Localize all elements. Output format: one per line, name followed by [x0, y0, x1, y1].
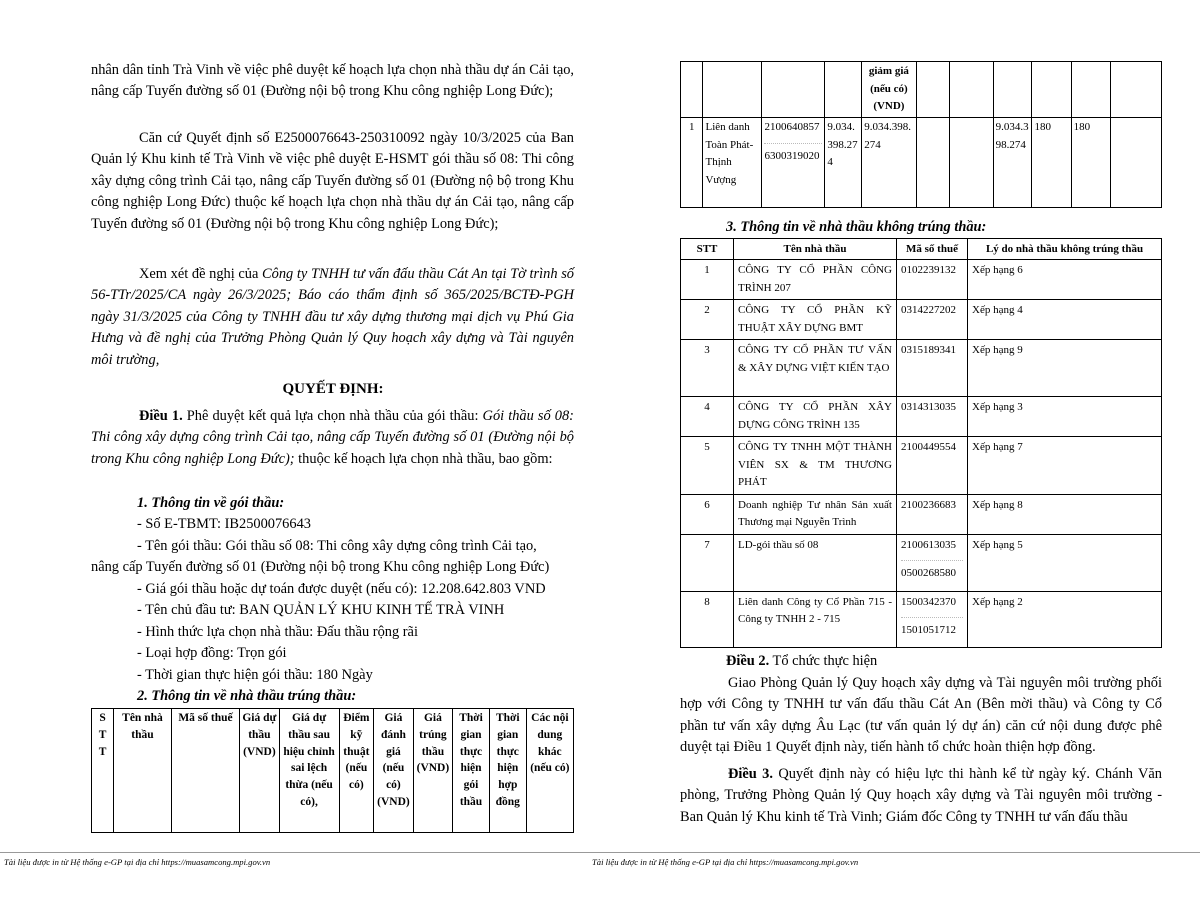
table-header-row — [681, 62, 1162, 118]
header-tax: Mã số thuế — [897, 239, 968, 260]
winner-stt: 1 — [681, 118, 703, 208]
left-page — [0, 0, 600, 850]
table-row: 3 CÔNG TY CỔ PHẦN TƯ VẤN & XÂY DỰNG VIỆT KIẾN TẠO 0315189341 Xếp hạng 9 — [681, 340, 1162, 397]
header-package-time: Thời gian thực hiện gói thầu — [453, 709, 490, 833]
header-tech-score: Điểm kỹ thuật (nếu có) — [339, 709, 374, 833]
winner-award-price: 9.034.398.274 — [993, 118, 1032, 208]
bidding-item: - Tên gói thầu: Gói thầu số 08: Thi công xây dựng công trình Cải tạo, — [137, 538, 537, 554]
winner-table-header — [91, 708, 574, 833]
table-header-row — [681, 239, 1162, 260]
footer-divider — [0, 852, 1200, 853]
header-tax: Mã số thuế — [171, 709, 239, 833]
header-bid-price: Giá dự thầu (VND) — [240, 709, 279, 833]
header-eval-price: Giá đánh giá (nếu có) (VND) — [374, 709, 413, 833]
winner-name: Liên danh Toàn Phát-Thịnh Vượng — [703, 118, 762, 208]
right-page — [600, 0, 1200, 850]
winner-contract-time: 180 — [1071, 118, 1110, 208]
footer-right: Tài liệu được in từ Hệ thống e-GP tại địa chỉ https://muasamcong.mpi.gov.vn — [592, 857, 859, 867]
winner-table-continued — [680, 61, 1162, 208]
table-row: 7 LD-gói thầu số 08 2100613035 0500268580 Xếp hạng 5 — [681, 534, 1162, 591]
section-1-title: 1. Thông tin về gói thầu: — [137, 495, 285, 511]
header-discount-cont: giảm giá (nếu có) (VND) — [862, 62, 916, 118]
bidding-item: - Giá gói thầu hoặc dự toán được duyệt (nếu có): 12.208.642.803 VND — [137, 581, 546, 597]
bidding-item: - Số E-TBMT: IB2500076643 — [137, 516, 311, 532]
table-row: 1 CÔNG TY CỔ PHẦN CÔNG TRÌNH 207 0102239132 Xếp hạng 6 — [681, 260, 1162, 300]
article-1-paragraph: Điều 1. Phê duyệt kết quả lựa chọn nhà thầu của gói thầu: Gói thầu số 08: Thi công xây dựng công trình Cải tạo, nâng cấp Tuyến đường số 01 (Đường nội bộ trong Khu công nghiệp Long Đức); thuộc kế hoạch lựa chọn nhà thầu, bao gồm: — [91, 408, 574, 467]
header-award-price: Giá trúng thầu (VND) — [413, 709, 452, 833]
winner-package-time: 180 — [1032, 118, 1071, 208]
bidding-item: - Tên chủ đầu tư: BAN QUẢN LÝ KHU KINH TẾ TRÀ VINH — [137, 602, 505, 618]
table-row: 4 CÔNG TY CỔ PHẦN XÂY DỰNG CÔNG TRÌNH 135 0314313035 Xếp hạng 3 — [681, 397, 1162, 437]
article-2-heading: Điều 2. Tổ chức thực hiện — [726, 653, 878, 669]
bidding-item: nâng cấp Tuyến đường số 01 (Đường nội bộ trong Khu công nghiệp Long Đức) — [91, 559, 550, 575]
header-other: Các nội dung khác (nếu có) — [526, 709, 573, 833]
table-row — [681, 118, 1162, 208]
bidding-item: - Hình thức lựa chọn nhà thầu: Đấu thầu rộng rãi — [137, 624, 418, 640]
bidding-item: - Loại hợp đồng: Trọn gói — [137, 645, 287, 661]
table-row: 2 CÔNG TY CỔ PHẦN KỸ THUẬT XÂY DỰNG BMT 0314227202 Xếp hạng 4 — [681, 300, 1162, 340]
table-row: 6 Doanh nghiệp Tư nhân Sản xuất Thương mại Nguyễn Trình 2100236683 Xếp hạng 8 — [681, 494, 1162, 534]
winner-adjusted-price: 9.034.398.274 — [862, 118, 916, 208]
intro-paragraph-3: Xem xét đề nghị của Công ty TNHH tư vấn đấu thầu Cát An tại Tờ trình số 56-TTr/2025/CA ngày 26/3/2025; Báo cáo thẩm định số 365/2025/BCTĐ-PGH ngày 31/3/2025 của Công ty TNHH đầu tư xây dựng thương mại dịch vụ Phú Gia Hưng và đề nghị của Trưởng Phòng Quản lý Quy hoạch xây dựng và Tài nguyên môi trường, — [91, 266, 574, 368]
header-stt: STT — [681, 239, 734, 260]
article-2-paragraph: Giao Phòng Quản lý Quy hoạch xây dựng và Tài nguyên môi trường phối hợp với Công ty TNHH tư vấn đấu thầu Cát An (Bên mời thầu) và Công ty Cổ phần tư vấn xây dựng Âu Lạc (tư vấn quản lý dự án) căn cứ nội dung được phê duyệt tại Điều 1 Quyết định này, tiến hành tổ chức hoàn thiện hợp đồng. — [680, 675, 1162, 756]
footer-left: Tài liệu được in từ Hệ thống e-GP tại địa chỉ https://muasamcong.mpi.gov.vn — [4, 857, 271, 867]
decision-heading: QUYẾT ĐỊNH: — [282, 381, 384, 397]
table-row: 5 CÔNG TY TNHH MỘT THÀNH VIÊN SX & TM THƯƠNG PHÁT 2100449554 Xếp hạng 7 — [681, 437, 1162, 495]
header-adjusted-price: Giá dự thầu sau hiệu chỉnh sai lệch thừa (nếu có), — [279, 709, 339, 833]
winner-tax: 2100640857 6300319020 — [762, 118, 825, 208]
winner-bid-price: 9.034.398.274 — [825, 118, 862, 208]
header-contract-time: Thời gian thực hiện hợp đồng — [489, 709, 526, 833]
header-name: Tên nhà thầu — [114, 709, 172, 833]
section-2-title: 2. Thông tin về nhà thầu trúng thầu: — [137, 688, 357, 704]
section-3-title: 3. Thông tin về nhà thầu không trúng thầu: — [726, 219, 987, 235]
article-3-paragraph: Điều 3. Quyết định này có hiệu lực thi hành kể từ ngày ký. Chánh Văn phòng, Trưởng Phòng Quản lý Quy hoạch xây dựng và Tài nguyên môi trường - Ban Quản lý Khu kinh tế Trà Vinh; Giám đốc Công ty TNHH tư vấn đấu thầu — [680, 766, 1162, 825]
losing-bidders-table — [680, 238, 1162, 648]
bidding-item: - Thời gian thực hiện gói thầu: 180 Ngày — [137, 667, 373, 683]
table-header-row — [92, 709, 574, 833]
intro-paragraph-2: Căn cứ Quyết định số E2500076643-250310092 ngày 10/3/2025 của Ban Quản lý Khu kinh tế Trà Vinh về việc phê duyệt E-HSMT gói thầu số 08: Thi công xây dựng công trình Cải tạo, nâng cấp Tuyến đường số 01 (Đường nộ bộ trong Khu công nghiệp Long Đức) thuộc kế hoạch lựa chọn nhà thầu dự án Cải tạo, nâng cấp Tuyến đường số 01 (Đường nội bộ trong Khu công nghiệp Long Đức); — [91, 130, 574, 232]
header-reason: Lý do nhà thầu không trúng thầu — [968, 239, 1162, 260]
table-row: 8 Liên danh Công ty Cổ Phần 715 - Công ty TNHH 2 - 715 1500342370 1501051712 Xếp hạng 2 — [681, 591, 1162, 647]
intro-paragraph-1: nhân dân tỉnh Trà Vinh về việc phê duyệt kế hoạch lựa chọn nhà thầu dự án Cải tạo, nâng cấp Tuyến đường số 01 (Đường nội bộ trong Khu công nghiệp Long Đức); — [91, 62, 574, 100]
header-name: Tên nhà thầu — [734, 239, 897, 260]
header-stt: S T T — [92, 709, 114, 833]
